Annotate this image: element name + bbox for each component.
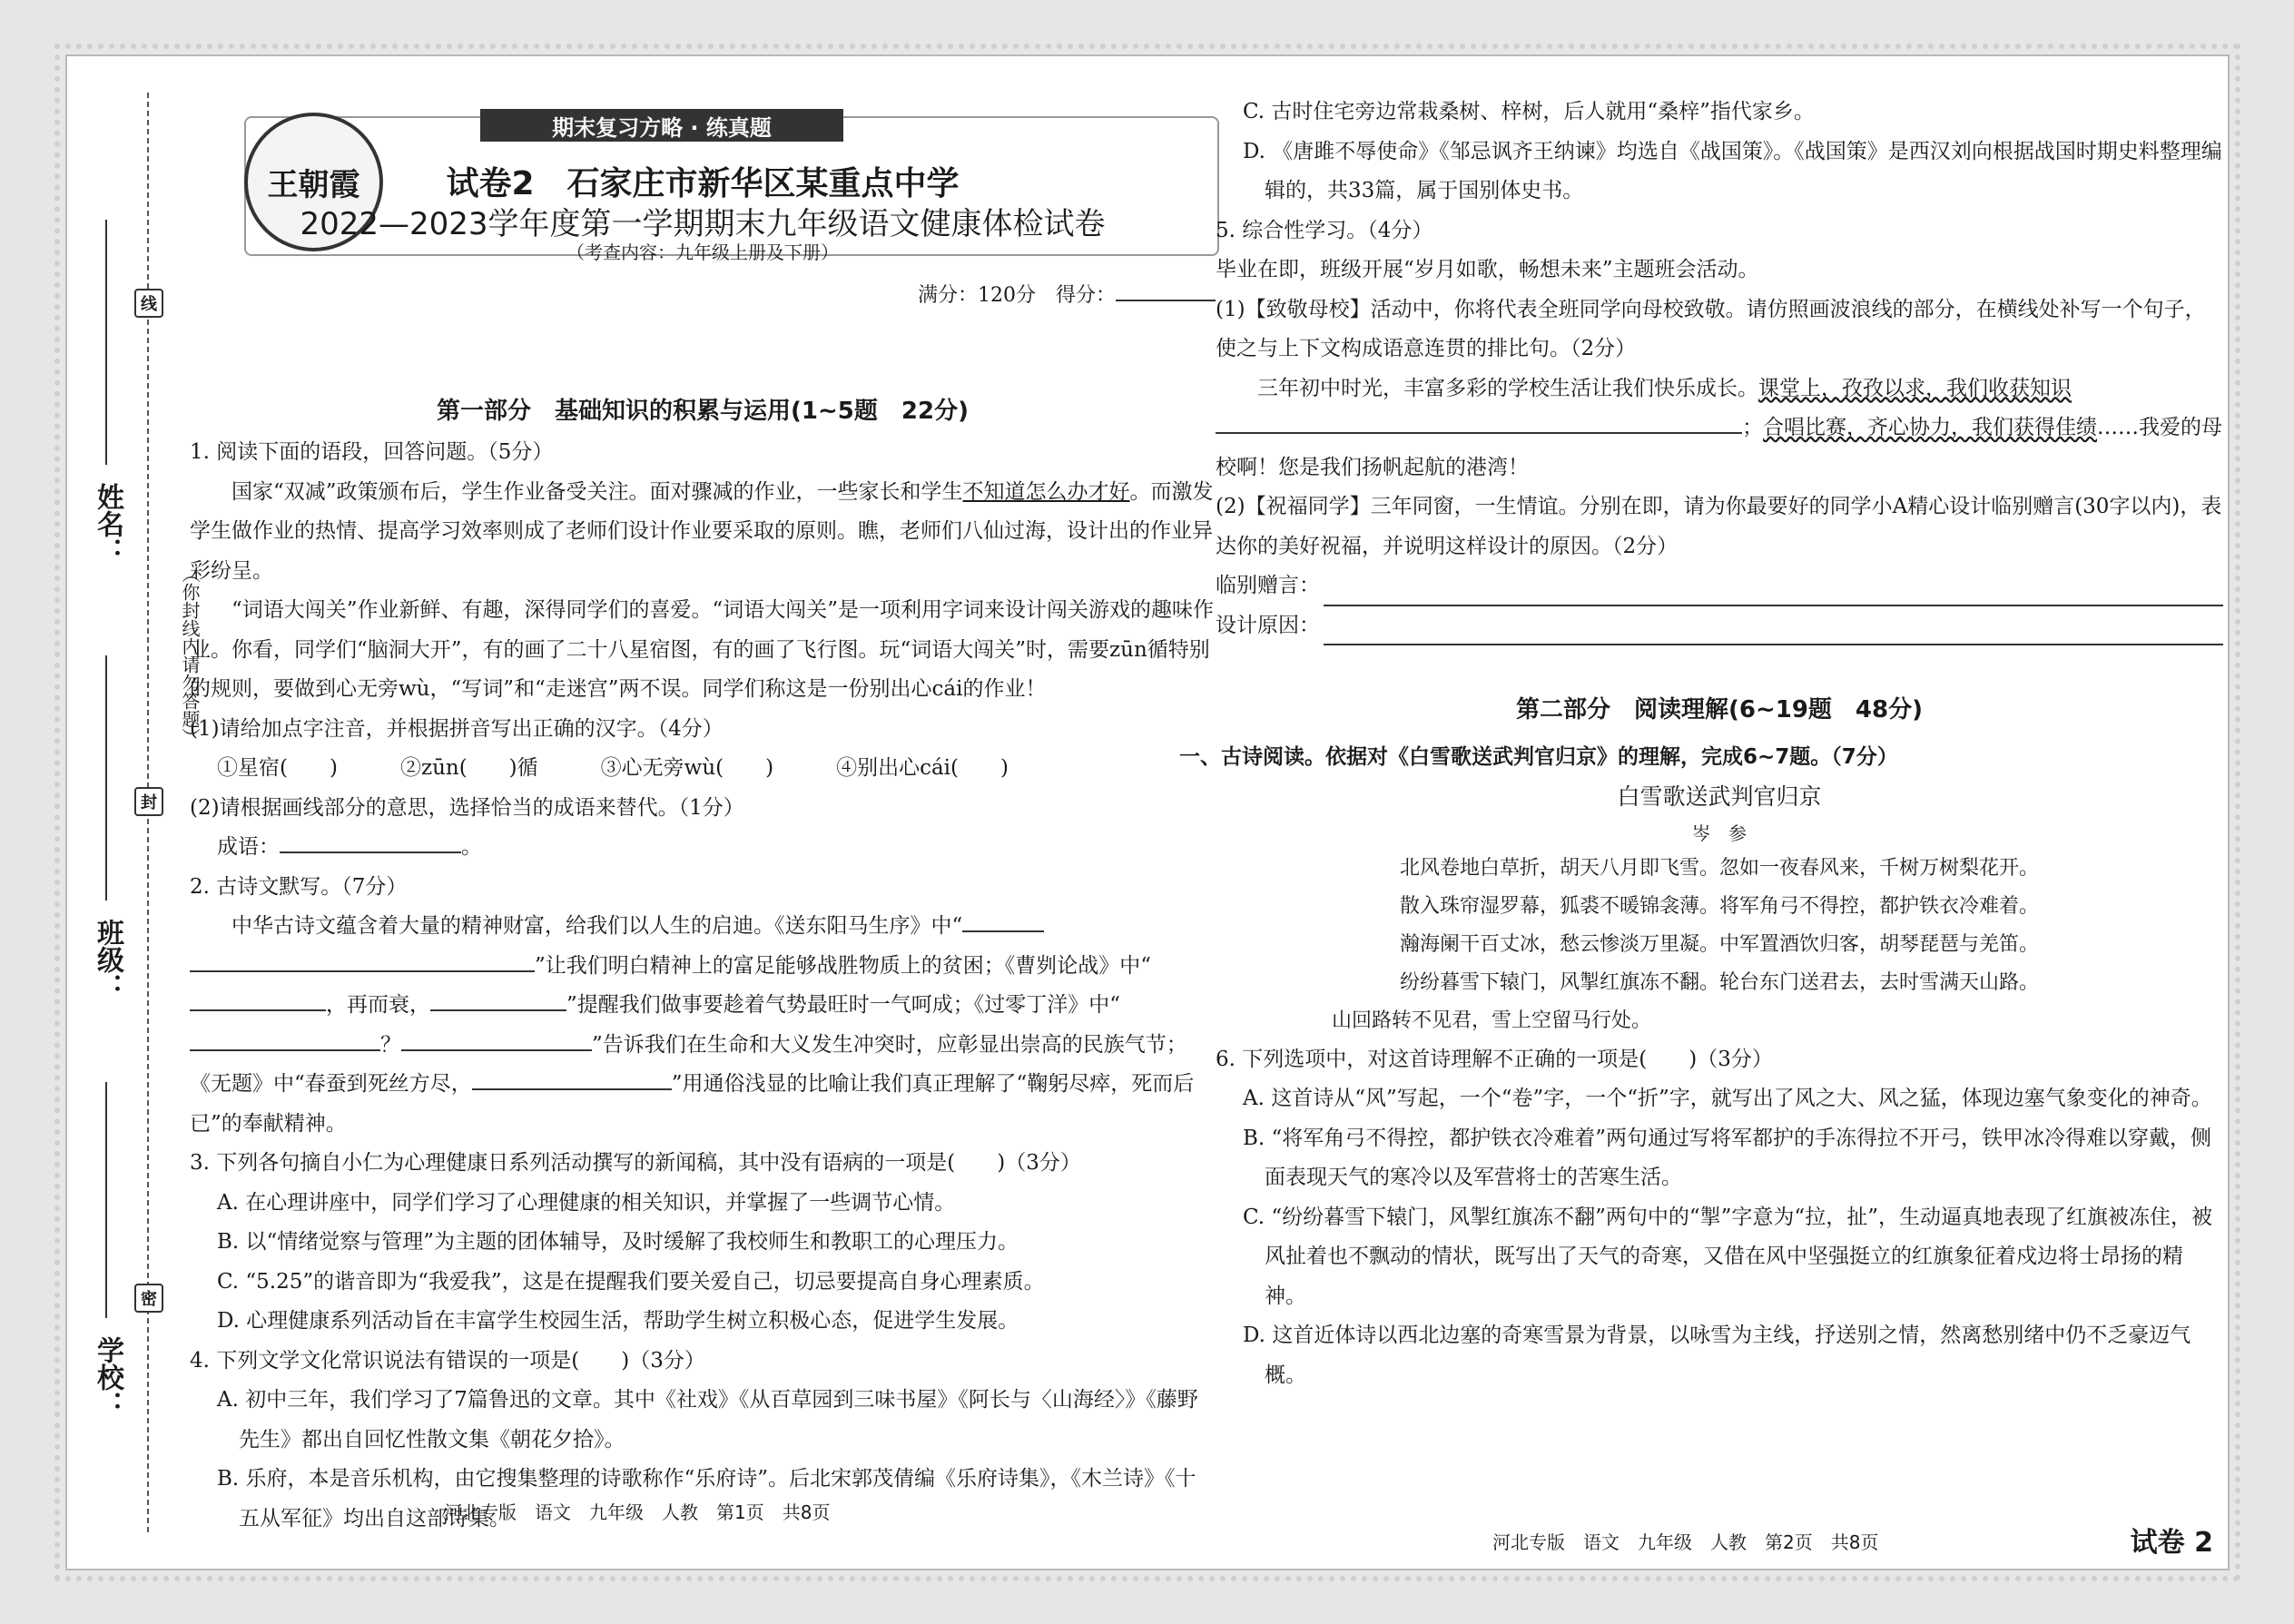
header	[190, 56, 1216, 307]
part1-body	[190, 433, 1216, 1539]
idiom-label: 成语：	[217, 835, 280, 859]
footer-right: 河北专版 语文 九年级 人教 第2页 共8页	[1492, 1531, 1879, 1553]
q6-option-d[interactable]: D. 这首近体诗以西北边塞的奇寒雪景为背景，以咏雪为主线，抒送别之情，然离愁别绪中仍不乏豪迈气概。	[1243, 1324, 2191, 1387]
q4-option-c[interactable]: C. 古时住宅旁边常栽桑树、梓树，后人就用“桑梓”指代家乡。	[1243, 100, 1815, 123]
q2-blank-6[interactable]	[472, 1068, 672, 1090]
q1-p1-text-a: 国家“双减”政策颁布后，学生作业备受关注。面对骤减的作业，一些家长和学生	[231, 479, 963, 504]
farewell-input[interactable]	[1324, 577, 2223, 606]
q1-sub1: (1)请给加点字注音，并根据拼音写出正确的汉字。（4分）	[190, 716, 724, 741]
footer-left: 河北专版 语文 九年级 人教 第1页 共8页	[444, 1501, 831, 1523]
q1-underlined-phrase: 不知道怎么办才好	[962, 479, 1130, 504]
left-column	[190, 56, 1216, 1539]
q2-blank-2[interactable]	[190, 989, 326, 1011]
right-column	[1179, 93, 2223, 1395]
q2-text-c: ，再而衰，	[326, 993, 430, 1017]
part2-heading: 第二部分 阅读理解(6~19题 48分)	[1515, 696, 1923, 723]
paper-number-tag: 试卷 2	[2130, 1527, 2213, 1559]
q2-blank-5[interactable]	[401, 1029, 592, 1051]
class-blank[interactable]	[105, 655, 107, 901]
q5-passage-a: 三年初中时光，丰富多彩的学校生活让我们快乐成长。	[1257, 376, 1758, 400]
seal-mark: 封	[134, 787, 163, 816]
q2-text-a: 中华古诗文蕴含着大量的精神财富，给我们以人生的启迪。《送东阳马生序》中“	[231, 914, 963, 938]
farewell-line	[1216, 566, 2223, 606]
poem-author: 岑 参	[1692, 822, 1747, 844]
q2-blank-1b[interactable]	[190, 950, 535, 972]
class-label: 班级：	[92, 919, 123, 1000]
reading-section-1: 一、古诗阅读。依据对《白雪歌送武判官归京》的理解，完成6~7题。（7分）	[1179, 744, 1898, 769]
secret-mark: 密	[134, 1284, 163, 1313]
q1-paragraph-1	[190, 473, 1216, 592]
poem-line: 散入珠帘湿罗幕，狐裘不暖锦衾薄。将军角弓不得控，都护铁衣冷难着。	[1399, 894, 2039, 918]
idiom-blank[interactable]	[280, 831, 461, 853]
q1-paragraph-2: “词语大闯关”作业新鲜、有趣，深得同学们的喜爱。“词语大闯关”是一项利用字词来设计闯关游戏的趣味作业。你看，同学们“脑洞大开”，有的画了二十八星宿图，有的画了飞行图。玩“词语大闯关”时，需要zūn循特别的规则，要做到心无旁wù，“写词”和“走迷宫”两不误。同学们称这是一份别出心cái的作业！	[190, 598, 1215, 701]
score-label: 满分：120分 得分：	[918, 284, 1116, 307]
q6-option-b[interactable]: B. “将军角弓不得控，都护铁衣冷难着”两句通过写将军都护的手冻得拉不开弓，铁甲冰冷得难以穿戴，侧面表现天气的寒冷以及军营将士的苦寒生活。	[1243, 1126, 2212, 1189]
publisher-logo: 王朝霞	[244, 113, 383, 251]
reason-line	[1216, 606, 2223, 646]
right-body	[1179, 93, 2223, 1395]
q5-wavy-2: 合唱比赛，齐心协力，我们获得佳绩	[1763, 416, 2097, 439]
q5-wavy-1: 课堂上，孜孜以求，我们收获知识	[1758, 376, 2072, 400]
q3-option-c[interactable]: C. “5.25”的谐音即为“我爱我”，这是在提醒我们要关爱自己，切忌要提高自身心理素质。	[217, 1269, 1045, 1294]
q2-text-g: ”用通俗浅显的比喻让我们真正理解了“鞠躬尽瘁，死而后已”的奉献精神。	[190, 1072, 1195, 1136]
q2-text-f: ”告诉我们在生命和大义发生冲突时，应彰显出崇高的民族气节；《无题》中“春蚕到死丝方尽，	[190, 1032, 1187, 1096]
q5-fill-blank[interactable]	[1216, 411, 1742, 434]
q4-stem: 4. 下列文学文化常识说法有错误的一项是( )（3分）	[190, 1348, 705, 1373]
q2-blank-3[interactable]	[430, 989, 566, 1011]
poem-line: 纷纷暮雪下辕门，风掣红旗冻不翻。轮台东门送君去，去时雪满天山路。	[1399, 970, 2039, 994]
school-blank[interactable]	[105, 1082, 107, 1318]
score-line	[918, 280, 1216, 308]
poem-text	[1216, 850, 2223, 1040]
exam-title: 试卷2 石家庄市新华区某重点中学	[446, 165, 960, 202]
q2-stem: 2. 古诗文默写。（7分）	[190, 874, 408, 899]
q1-stem: 1. 阅读下面的语段，回答问题。（5分）	[190, 440, 554, 464]
q2-text-e: ？	[380, 1032, 401, 1057]
q2-body	[190, 907, 1216, 1144]
exam-scope: （考查内容：九年级上册及下册）	[566, 241, 839, 263]
poem-line: 瀚海阑干百丈冰，愁云惨淡万里凝。中军置酒饮归客，胡琴琵琶与羌笛。	[1399, 932, 2039, 956]
q1-sub2-answer: 成语： 。	[190, 828, 1216, 868]
q3-stem: 3. 下列各句摘自小仁为心理健康日系列活动撰写的新闻稿，其中没有语病的一项是( )（3分）	[190, 1151, 1081, 1175]
q1-sub2: (2)请根据画线部分的意思，选择恰当的成语来替代。（1分）	[190, 795, 744, 820]
q4-option-d[interactable]: D. 《唐雎不辱使命》《邹忌讽齐王纳谏》均选自《战国策》。《战国策》是西汉刘向根据战国时期史料整理编辑的，共33篇，属于国别体史书。	[1243, 139, 2222, 202]
line-mark: 线	[134, 289, 163, 318]
binding-note: （你封线内请勿答题）	[179, 565, 201, 746]
q6-stem: 6. 下列选项中，对这首诗理解不正确的一项是( )（3分）	[1216, 1047, 1773, 1071]
farewell-label: 临别赠言：	[1216, 574, 1320, 597]
q5-passage-c: ……我爱的母校啊！您是我们扬帆起航的港湾！	[1216, 416, 2222, 479]
exam-subtitle: 2022—2023学年度第一学期期末九年级语文健康体检试卷	[300, 206, 1106, 242]
header-banner: 期末复习方略 · 练真题	[480, 109, 843, 142]
name-blank[interactable]	[105, 220, 107, 465]
q5-intro: 毕业在即，班级开展“岁月如歌，畅想未来”主题班会活动。	[1216, 258, 1759, 281]
reason-label: 设计原因：	[1216, 613, 1320, 637]
q2-blank-4[interactable]	[190, 1029, 380, 1051]
name-label: 姓名：	[92, 483, 123, 565]
poem-title: 白雪歌送武判官归京	[1617, 783, 1822, 810]
q5-sub2: (2)【祝福同学】三年同窗，一生情谊。分别在即，请为你最要好的同学小A精心设计临别赠言(30字以内)，表达你的美好祝福，并说明这样设计的原因。（2分）	[1216, 495, 2222, 558]
q3-option-b[interactable]: B. 以“情绪觉察与管理”为主题的团体辅导，及时缓解了我校师生和教职工的心理压力。	[217, 1230, 1019, 1254]
q5-stem: 5. 综合性学习。（4分）	[1216, 218, 1433, 242]
q3-option-d[interactable]: D. 心理健康系列活动旨在丰富学生校园生活，帮助学生树立积极心态，促进学生发展。	[217, 1309, 1019, 1333]
q1-sub1-options[interactable]: ①星宿( ) ②zūn( )循 ③心无旁wù( ) ④别出心cái( )	[217, 756, 1009, 780]
q3-option-a[interactable]: A. 在心理讲座中，同学们学习了心理健康的相关知识，并掌握了一些调节心情。	[217, 1190, 956, 1215]
q6-option-a[interactable]: A. 这首诗从“风”写起，一个“卷”字，一个“折”字，就写出了风之大、风之猛，体现边塞气象变化的神奇。	[1243, 1087, 2212, 1110]
q2-text-d: ”提醒我们做事要趁着气势最旺时一气呵成；《过零丁洋》中“	[566, 993, 1121, 1017]
poem-line: 山回路转不见君，雪上空留马行处。	[1332, 1009, 1652, 1032]
school-label: 学校：	[92, 1336, 123, 1418]
part1-heading: 第一部分 基础知识的积累与运用(1~5题 22分)	[437, 398, 969, 425]
q5-passage-b: ；	[1742, 416, 1763, 439]
q4-option-a[interactable]: A. 初中三年，我们学习了7篇鲁迅的文章。其中《社戏》《从百草园到三味书屋》《阿长与〈山海经〉》《藤野先生》都出自回忆性散文集《朝花夕拾》。	[217, 1388, 1198, 1452]
q5-sub1-passage	[1216, 369, 2223, 488]
q5-sub1: (1)【致敬母校】活动中，你将代表全班同学向母校致敬。请仿照画波浪线的部分，在横线处补写一个句子，使之与上下文构成语意连贯的排比句。（2分）	[1216, 297, 2206, 360]
q4-option-b[interactable]: B. 乐府，本是音乐机构，由它搜集整理的诗歌称作“乐府诗”。后北宋郭茂倩编《乐府诗集》，《木兰诗》《十五从军征》均出自这部诗集。	[217, 1467, 1196, 1530]
q2-blank-1[interactable]	[962, 910, 1044, 932]
binding-margin	[67, 56, 201, 1569]
exam-page	[65, 54, 2230, 1570]
poem-line: 北风卷地白草折，胡天八月即飞雪。忽如一夜春风来，千树万树梨花开。	[1399, 856, 2039, 880]
q2-text-b: ”让我们明白精神上的富足能够战胜物质上的贫困；《曹刿论战》中“	[535, 953, 1152, 978]
score-blank[interactable]	[1116, 280, 1216, 301]
q6-option-c[interactable]: C. “纷纷暮雪下辕门，风掣红旗冻不翻”两句中的“掣”字意为“拉，扯”，生动逼真地表现了红旗被冻住，被风扯着也不飘动的情状，既写出了天气的奇寒，又借在风中坚强挺立的红旗象征着戍边将士昂扬的精神。	[1243, 1205, 2212, 1308]
reason-input[interactable]	[1324, 616, 2223, 645]
q1-p1-text-b: 。而激发学生做作业的热情、提高学习效率则成了老师们设计作业要采取的原则。瞧，老师们八仙过海，设计出的作业异彩纷呈。	[190, 479, 1214, 583]
